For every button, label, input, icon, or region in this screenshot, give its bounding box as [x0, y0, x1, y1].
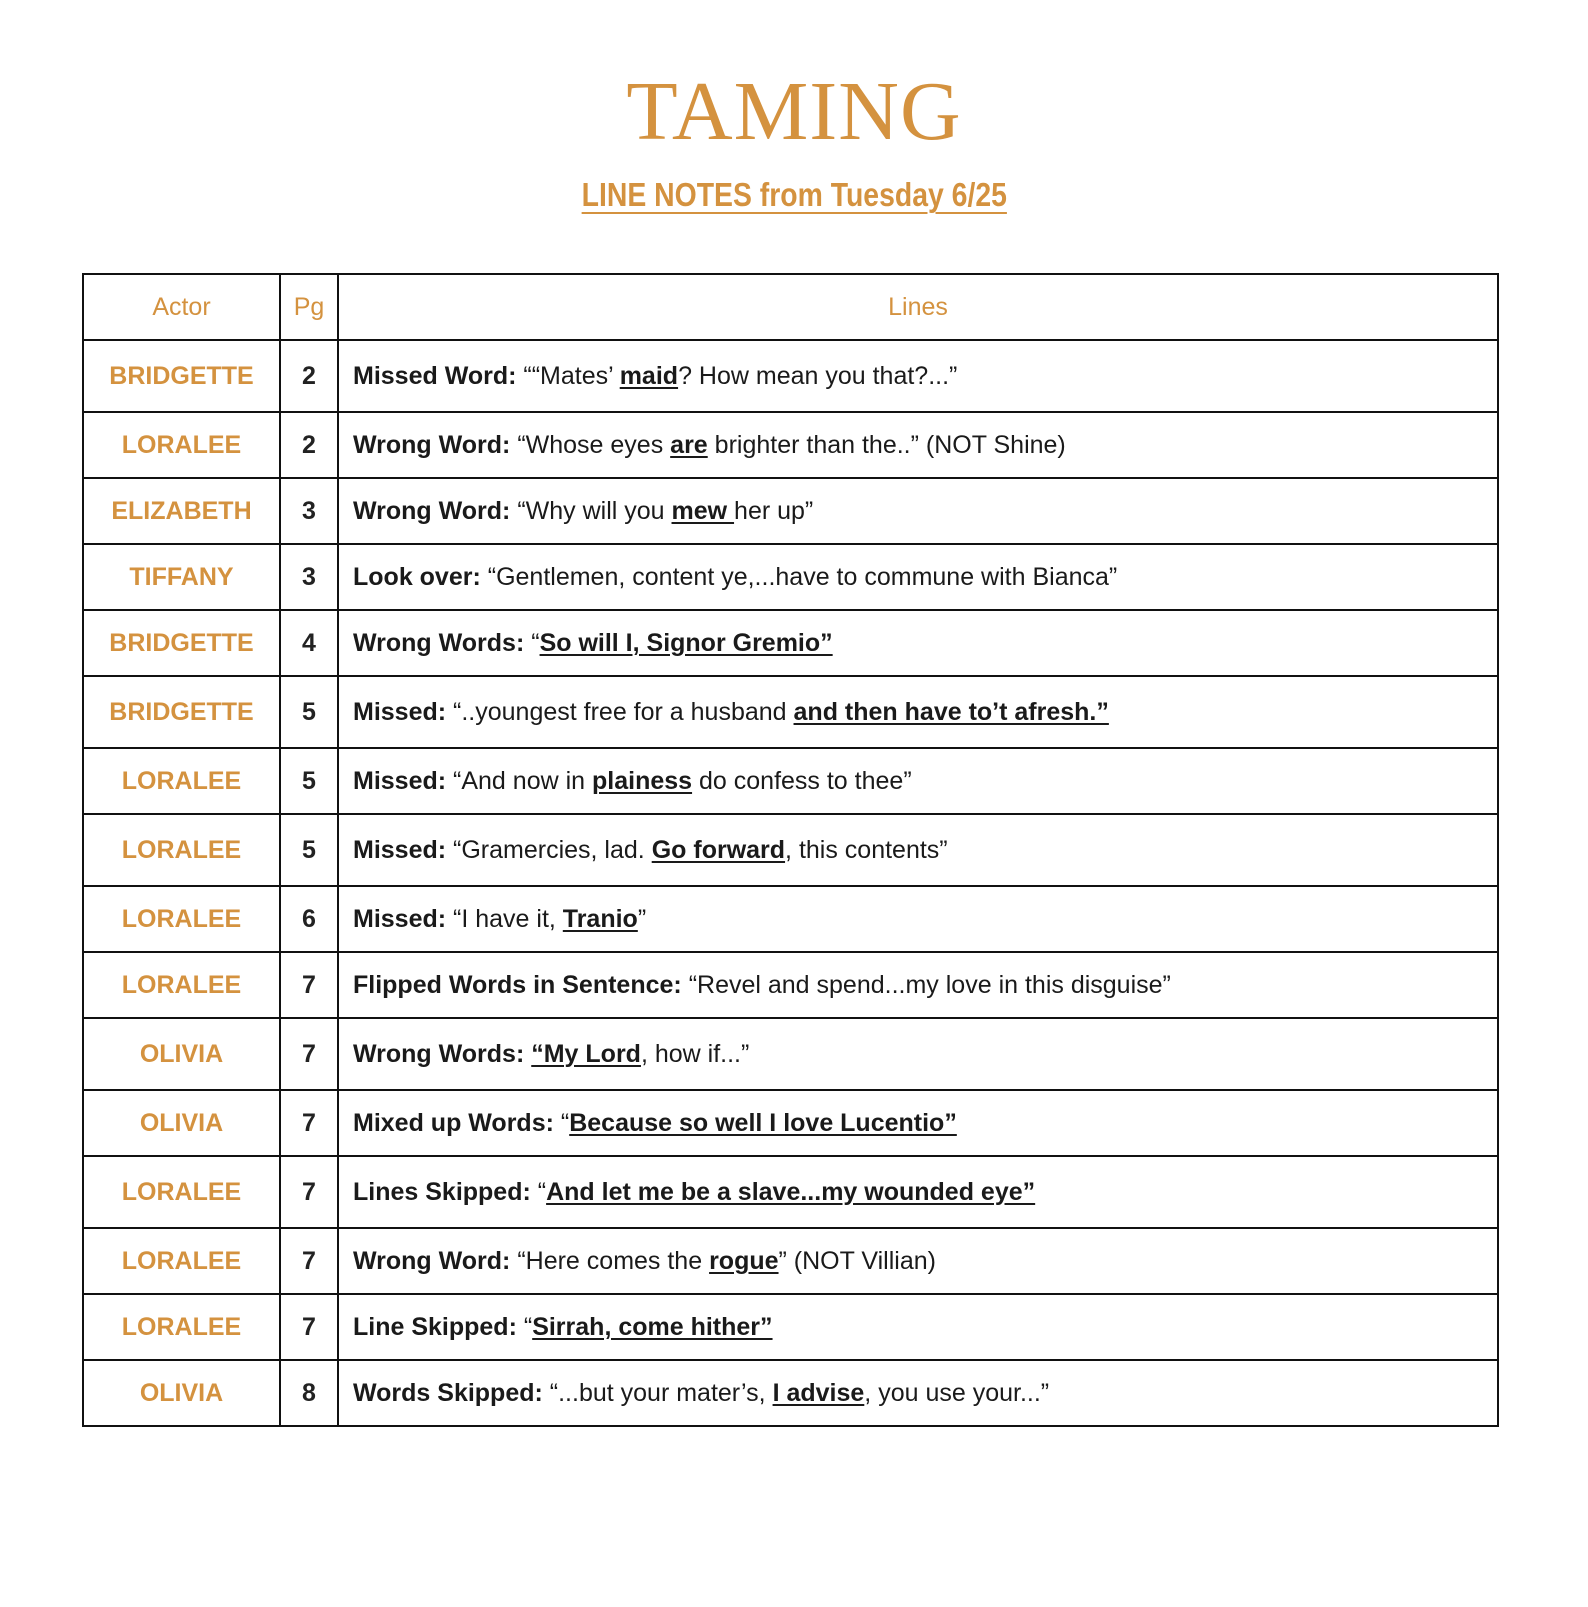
quote-text: “Whose eyes — [517, 430, 671, 459]
line-notes-table — [82, 273, 1499, 1427]
note-type-label: Missed: — [353, 766, 454, 795]
page-cell: 7 — [280, 1228, 338, 1294]
header-pg: Pg — [280, 274, 338, 340]
note-type-label: Missed Word: — [353, 361, 524, 390]
page-cell: 5 — [280, 748, 338, 814]
note-type-label: Flipped Words in Sentence: — [353, 970, 689, 999]
table-row — [83, 1228, 1498, 1294]
page-cell: 8 — [280, 1360, 338, 1426]
actor-cell: LORALEE — [83, 412, 280, 478]
actor-cell: LORALEE — [83, 1294, 280, 1360]
lines-cell — [338, 544, 1498, 610]
page-cell: 7 — [280, 1090, 338, 1156]
actor-cell: TIFFANY — [83, 544, 280, 610]
highlighted-words: are — [670, 430, 708, 459]
subtitle-text: LINE NOTES from Tuesday 6/25 — [581, 176, 1007, 213]
quote-text: “Revel and spend...my love in this disguise” — [688, 970, 1171, 999]
page-cell: 7 — [280, 1294, 338, 1360]
quote-text-end: brighter than the..” (NOT Shine) — [707, 430, 1066, 459]
table-row — [83, 544, 1498, 610]
actor-cell: LORALEE — [83, 886, 280, 952]
table-row — [83, 1360, 1498, 1426]
table-row — [83, 748, 1498, 814]
table-row — [83, 676, 1498, 748]
table-row — [83, 478, 1498, 544]
page-cell: 7 — [280, 952, 338, 1018]
actor-cell: LORALEE — [83, 952, 280, 1018]
quote-text: “Why will you — [517, 496, 672, 525]
actor-cell: LORALEE — [83, 1156, 280, 1228]
table-row — [83, 1294, 1498, 1360]
quote-text: “ — [537, 1177, 547, 1206]
lines-cell — [338, 412, 1498, 478]
note-type-label: Missed: — [353, 904, 454, 933]
table-row — [83, 886, 1498, 952]
actor-cell: OLIVIA — [83, 1360, 280, 1426]
quote-text: “..youngest free for a husband — [453, 697, 794, 726]
actor-cell: OLIVIA — [83, 1090, 280, 1156]
actor-cell: BRIDGETTE — [83, 676, 280, 748]
quote-text-end: her up” — [734, 496, 814, 525]
highlighted-words: And let me be a slave...my wounded eye” — [546, 1177, 1036, 1206]
quote-text: “ — [523, 1312, 533, 1341]
quote-text-end: ” — [637, 904, 647, 933]
note-type-label: Lines Skipped: — [353, 1177, 538, 1206]
note-type-label: Wrong Word: — [353, 496, 518, 525]
page-cell: 6 — [280, 886, 338, 952]
page-cell: 7 — [280, 1018, 338, 1090]
quote-text-end: , how if...” — [640, 1039, 750, 1068]
actor-cell: BRIDGETTE — [83, 340, 280, 412]
actor-cell: LORALEE — [83, 1228, 280, 1294]
quote-text: “Gentlemen, content ye,...have to commune with Bianca” — [487, 562, 1118, 591]
page-cell: 3 — [280, 478, 338, 544]
quote-text-end: ? How mean you that?...” — [678, 361, 958, 390]
lines-cell — [338, 886, 1498, 952]
lines-cell — [338, 478, 1498, 544]
note-type-label: Look over: — [353, 562, 488, 591]
highlighted-words: mew — [671, 496, 735, 525]
highlighted-words: maid — [619, 361, 679, 390]
table-row — [83, 814, 1498, 886]
quote-text-end: ” (NOT Villian) — [778, 1246, 936, 1275]
actor-cell: LORALEE — [83, 814, 280, 886]
lines-cell — [338, 676, 1498, 748]
note-type-label: Missed: — [353, 835, 454, 864]
table-row — [83, 340, 1498, 412]
table-row — [83, 412, 1498, 478]
quote-text: “ — [531, 628, 540, 657]
table-row — [83, 610, 1498, 676]
highlighted-words: Because so well I love Lucentio” — [569, 1108, 957, 1137]
table-row — [83, 952, 1498, 1018]
quote-text-end: do confess to thee” — [692, 766, 912, 795]
table-row — [83, 1018, 1498, 1090]
table-row — [83, 1156, 1498, 1228]
quote-text: “Gramercies, lad. — [453, 835, 652, 864]
highlighted-words: “My Lord — [531, 1039, 641, 1068]
document-subtitle — [0, 178, 1588, 211]
quote-text-end: , you use your...” — [864, 1378, 1050, 1407]
highlighted-words: Go forward — [651, 835, 786, 864]
lines-cell — [338, 1090, 1498, 1156]
page-cell: 5 — [280, 676, 338, 748]
document-title: TAMING — [626, 65, 962, 158]
page-cell: 5 — [280, 814, 338, 886]
highlighted-words: Tranio — [562, 904, 638, 933]
page-cell: 3 — [280, 544, 338, 610]
note-type-label: Line Skipped: — [353, 1312, 524, 1341]
page-cell: 7 — [280, 1156, 338, 1228]
lines-cell — [338, 1294, 1498, 1360]
quote-text-end: , this contents” — [785, 835, 948, 864]
note-type-label: Missed: — [353, 697, 454, 726]
page-cell: 4 — [280, 610, 338, 676]
note-type-label: Wrong Words: — [353, 1039, 532, 1068]
note-type-label: Mixed up Words: — [353, 1108, 561, 1137]
lines-cell — [338, 1228, 1498, 1294]
quote-text: “Here comes the — [517, 1246, 710, 1275]
lines-cell — [338, 340, 1498, 412]
highlighted-words: rogue — [709, 1246, 779, 1275]
lines-cell — [338, 1360, 1498, 1426]
actor-cell: OLIVIA — [83, 1018, 280, 1090]
highlighted-words: So will I, Signor Gremio” — [539, 628, 833, 657]
note-type-label: Wrong Words: — [353, 628, 532, 657]
quote-text: “I have it, — [453, 904, 563, 933]
lines-cell — [338, 1018, 1498, 1090]
highlighted-words: and then have to’t afresh.” — [793, 697, 1109, 726]
table-row — [83, 1090, 1498, 1156]
table-header-row — [83, 274, 1498, 340]
page-cell: 2 — [280, 412, 338, 478]
header-actor: Actor — [83, 274, 280, 340]
lines-cell — [338, 748, 1498, 814]
table-body — [83, 340, 1498, 1426]
note-type-label: Wrong Word: — [353, 430, 518, 459]
lines-cell — [338, 814, 1498, 886]
note-type-label: Wrong Word: — [353, 1246, 518, 1275]
note-type-label: Words Skipped: — [353, 1378, 550, 1407]
lines-cell — [338, 610, 1498, 676]
quote-text: “And now in — [453, 766, 592, 795]
highlighted-words: I advise — [772, 1378, 865, 1407]
actor-cell: LORALEE — [83, 748, 280, 814]
quote-text: “ — [560, 1108, 570, 1137]
highlighted-words: Sirrah, come hither” — [532, 1312, 773, 1341]
lines-cell — [338, 952, 1498, 1018]
quote-text: ““Mates’ — [523, 361, 620, 390]
header-lines: Lines — [338, 274, 1498, 340]
actor-cell: ELIZABETH — [83, 478, 280, 544]
highlighted-words: plainess — [592, 766, 693, 795]
lines-cell — [338, 1156, 1498, 1228]
actor-cell: BRIDGETTE — [83, 610, 280, 676]
page-cell: 2 — [280, 340, 338, 412]
quote-text: “...but your mater’s, — [549, 1378, 773, 1407]
